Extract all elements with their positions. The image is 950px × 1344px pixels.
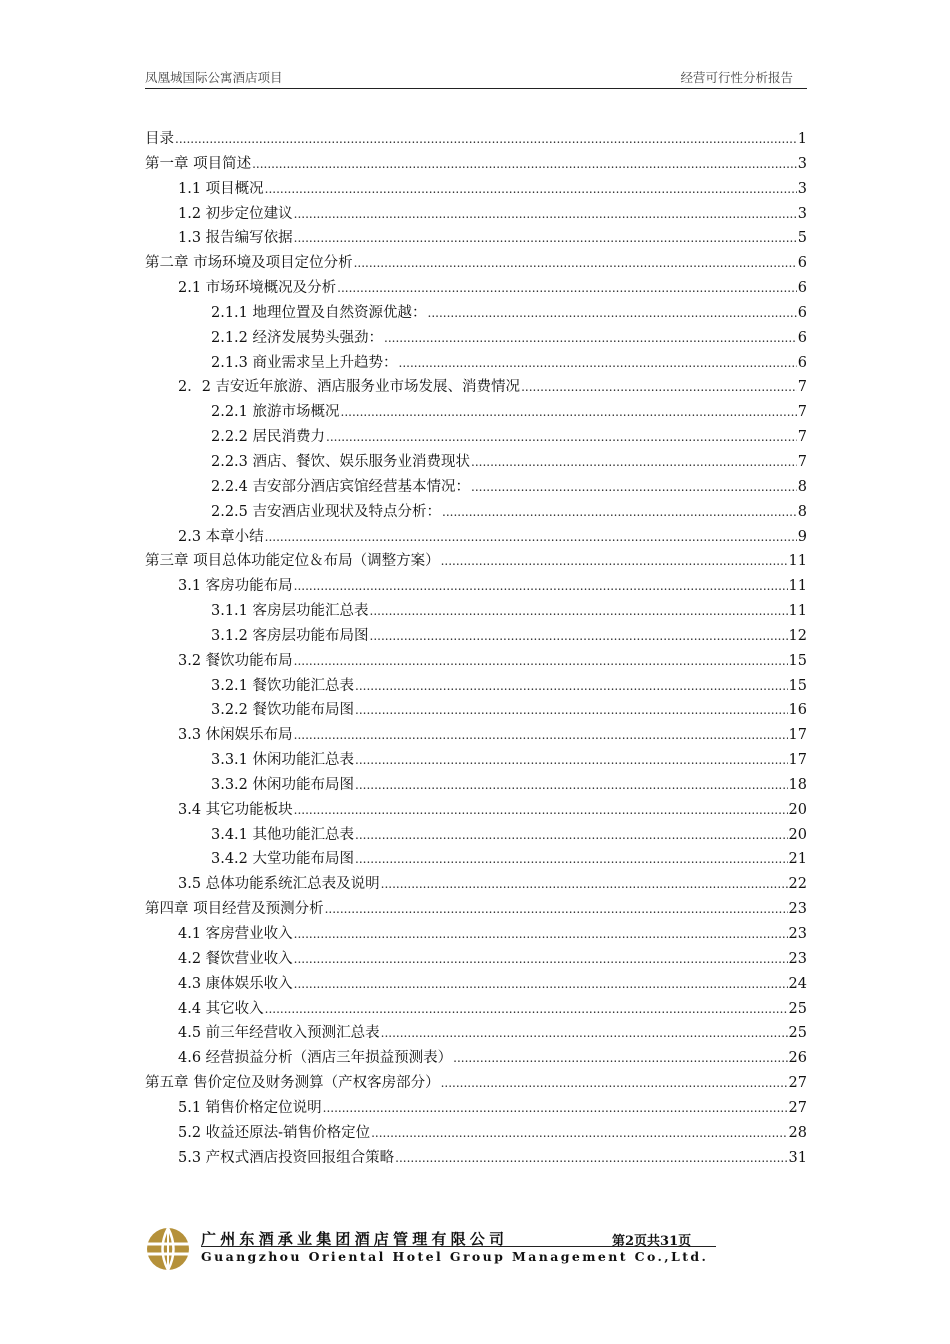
toc-entry-page: 3 [797, 180, 807, 197]
toc-entry-title: 4.2 餐饮营业收入 [178, 950, 293, 967]
toc-entry-title: 1.1 项目概况 [178, 180, 264, 197]
toc-entry-title: 3.2.1 餐饮功能汇总表 [211, 677, 355, 694]
toc-entry-title: 3.2.2 餐饮功能布局图 [211, 702, 355, 719]
toc-entry-title: 4.1 客房营业收入 [178, 926, 293, 942]
toc-dot-leader [294, 649, 788, 674]
toc-entry-title: 3.4.1 其他功能汇总表 [211, 826, 355, 843]
toc-entry-title: 2.2.3 酒店、餐饮、娱乐服务业消费现状 [211, 453, 471, 470]
toc-entry-page: 23 [788, 950, 807, 967]
toc-entry-page: 8 [797, 503, 807, 520]
toc-dot-leader [453, 1046, 787, 1071]
toc-entry-page: 22 [788, 876, 807, 893]
toc-entry-page: 6 [797, 304, 807, 321]
toc-entry-title: 2.1.1 地理位置及自然资源优越： [211, 304, 427, 321]
toc-dot-leader [399, 351, 797, 376]
toc-entry[interactable] [145, 997, 807, 1022]
toc-entry-page: 31 [788, 1149, 807, 1166]
toc-dot-leader [442, 500, 797, 525]
toc-dot-leader [471, 475, 797, 500]
toc-entry-page: 23 [788, 926, 807, 942]
toc-entry-title: 2．2 吉安近年旅游、酒店服务业市场发展、消费情况 [178, 379, 521, 396]
toc-dot-leader [323, 1096, 788, 1121]
toc-dot-leader [265, 997, 788, 1022]
page-footer [145, 1224, 807, 1284]
toc-entry-title: 4.5 前三年经营收入预测汇总表 [178, 1025, 380, 1042]
toc-entry-title: 2.2.1 旅游市场概况 [211, 404, 340, 421]
toc-dot-leader [441, 1071, 788, 1096]
toc-entry[interactable] [145, 549, 807, 574]
toc-entry-title: 5.2 收益还原法-销售价格定位 [178, 1124, 371, 1141]
toc-entry[interactable] [145, 674, 807, 699]
toc-entry[interactable] [145, 475, 807, 500]
toc-entry[interactable] [145, 127, 807, 152]
toc-entry-title: 2.2.4 吉安部分酒店宾馆经营基本情况： [211, 478, 471, 495]
toc-entry-page: 21 [788, 851, 807, 868]
toc-entry-page: 1 [797, 131, 807, 147]
toc-entry-page: 11 [788, 603, 807, 620]
toc-entry[interactable] [145, 922, 807, 947]
toc-entry-page: 7 [797, 404, 807, 421]
toc-entry-title: 第三章 项目总体功能定位＆布局（调整方案） [145, 553, 440, 570]
toc-entry[interactable] [145, 226, 807, 251]
toc-entry-title: 3.2 餐饮功能布局 [178, 652, 293, 669]
toc-entry-page: 6 [797, 329, 807, 346]
toc-entry[interactable] [145, 400, 807, 425]
toc-entry-page: 25 [788, 1025, 807, 1042]
toc-entry-title: 2.1.3 商业需求呈上升趋势： [211, 354, 398, 371]
toc-dot-leader [294, 947, 788, 972]
toc-entry-title: 第一章 项目简述 [145, 155, 252, 172]
toc-dot-leader [294, 798, 788, 823]
toc-entry[interactable] [145, 847, 807, 872]
toc-entry-title: 3.3 休闲娱乐布局 [178, 727, 293, 744]
toc-entry[interactable] [145, 202, 807, 227]
toc-dot-leader [326, 425, 797, 450]
toc-entry-page: 27 [788, 1075, 807, 1092]
toc-dot-leader [265, 525, 797, 550]
toc-entry-page: 6 [797, 354, 807, 371]
toc-entry[interactable] [145, 251, 807, 276]
toc-entry-page: 24 [788, 975, 807, 992]
toc-entry-title: 3.1.1 客房层功能汇总表 [211, 603, 369, 620]
toc-entry-page: 23 [788, 901, 807, 918]
toc-entry[interactable] [145, 500, 807, 525]
toc-entry-title: 2.1 市场环境概况及分析 [178, 280, 337, 297]
toc-entry-title: 2.2.2 居民消费力 [211, 429, 326, 446]
toc-entry[interactable] [145, 897, 807, 922]
toc-entry-page: 6 [797, 255, 807, 272]
toc-dot-leader [294, 226, 797, 251]
toc-entry[interactable] [145, 301, 807, 326]
toc-dot-leader [355, 748, 788, 773]
toc-entry[interactable] [145, 276, 807, 301]
toc-entry-page: 11 [788, 578, 807, 595]
toc-dot-leader [337, 276, 797, 301]
toc-entry[interactable] [145, 823, 807, 848]
toc-entry-page: 15 [788, 652, 807, 669]
table-of-contents [145, 127, 807, 1170]
toc-entry-page: 18 [788, 776, 807, 793]
toc-entry[interactable] [145, 698, 807, 723]
header-report-title: 经营可行性分析报告 [680, 70, 793, 85]
toc-entry-page: 15 [788, 677, 807, 694]
toc-entry-page: 17 [788, 727, 807, 744]
toc-dot-leader [265, 177, 797, 202]
toc-dot-leader [294, 574, 788, 599]
toc-dot-leader [294, 723, 788, 748]
toc-entry-title: 4.6 经营损益分析（酒店三年损益预测表） [178, 1050, 453, 1067]
toc-entry[interactable] [145, 326, 807, 351]
toc-entry-page: 28 [788, 1124, 807, 1141]
toc-entry-title: 4.3 康体娱乐收入 [178, 975, 293, 992]
toc-entry[interactable] [145, 152, 807, 177]
toc-dot-leader [471, 450, 797, 475]
toc-entry[interactable] [145, 1071, 807, 1096]
toc-dot-leader [355, 823, 788, 848]
toc-entry-page: 20 [788, 801, 807, 818]
page-number: 第2页共31页 [612, 1234, 692, 1249]
toc-dot-leader [294, 972, 788, 997]
toc-dot-leader [395, 1146, 787, 1171]
toc-entry[interactable] [145, 574, 807, 599]
toc-entry-title: 3.4 其它功能板块 [178, 801, 293, 818]
toc-dot-leader [384, 326, 797, 351]
toc-entry[interactable] [145, 798, 807, 823]
toc-entry-page: 9 [797, 528, 807, 545]
toc-entry[interactable] [145, 525, 807, 550]
toc-entry-page: 7 [797, 453, 807, 470]
toc-dot-leader [354, 251, 797, 276]
toc-entry[interactable] [145, 773, 807, 798]
page-header [145, 66, 807, 89]
toc-entry-page: 8 [797, 478, 807, 495]
toc-entry-title: 2.3 本章小结 [178, 528, 264, 545]
toc-entry-title: 3.1 客房功能布局 [178, 578, 293, 595]
toc-entry[interactable] [145, 947, 807, 972]
toc-entry-page: 11 [788, 553, 807, 570]
toc-dot-leader [370, 599, 788, 624]
toc-entry[interactable] [145, 450, 807, 475]
toc-entry-page: 25 [788, 1000, 807, 1017]
toc-dot-leader [294, 922, 788, 947]
toc-dot-leader [325, 897, 788, 922]
toc-entry-title: 2.2.5 吉安酒店业现状及特点分析： [211, 503, 442, 520]
toc-entry-page: 27 [788, 1099, 807, 1116]
globe-logo-icon [145, 1226, 191, 1272]
toc-entry-page: 26 [788, 1050, 807, 1067]
toc-entry[interactable] [145, 351, 807, 376]
toc-entry[interactable] [145, 972, 807, 997]
toc-entry-page: 12 [788, 627, 807, 644]
toc-entry-title: 3.1.2 客房层功能布局图 [211, 627, 369, 644]
toc-dot-leader [341, 400, 797, 425]
toc-entry[interactable] [145, 723, 807, 748]
toc-entry-title: 3.3.1 休闲功能汇总表 [211, 752, 355, 769]
toc-entry[interactable] [145, 624, 807, 649]
toc-dot-leader [441, 549, 788, 574]
toc-entry-title: 第四章 项目经营及预测分析 [145, 901, 324, 918]
company-name-en: Guangzhou Oriental Hotel Group Management Co.,Ltd. [201, 1249, 709, 1264]
toc-entry-page: 7 [797, 429, 807, 446]
toc-entry[interactable] [145, 748, 807, 773]
toc-entry-title: 第二章 市场环境及项目定位分析 [145, 255, 353, 272]
toc-entry[interactable] [145, 599, 807, 624]
toc-entry-title: 5.1 销售价格定位说明 [178, 1099, 322, 1116]
toc-entry-title: 3.5 总体功能系统汇总表及说明 [178, 876, 380, 893]
toc-entry[interactable] [145, 1021, 807, 1046]
toc-entry-title: 2.1.2 经济发展势头强劲： [211, 329, 384, 346]
toc-dot-leader [355, 847, 788, 872]
toc-dot-leader [521, 375, 797, 400]
toc-dot-leader [381, 872, 788, 897]
toc-dot-leader [381, 1021, 788, 1046]
toc-dot-leader [175, 127, 797, 152]
toc-dot-leader [252, 152, 797, 177]
toc-entry-page: 20 [788, 826, 807, 843]
toc-dot-leader [294, 202, 797, 227]
toc-entry-page: 3 [797, 205, 807, 222]
toc-entry-page: 6 [797, 280, 807, 297]
toc-entry[interactable] [145, 1121, 807, 1146]
toc-entry-page: 7 [797, 379, 807, 396]
toc-entry[interactable] [145, 177, 807, 202]
toc-entry-page: 5 [797, 230, 807, 247]
toc-entry-page: 3 [797, 155, 807, 172]
toc-entry[interactable] [145, 1046, 807, 1071]
toc-entry-title: 目录 [145, 131, 174, 147]
company-name-cn: 广州东酒承业集团酒店管理有限公司 [201, 1230, 509, 1248]
toc-dot-leader [370, 624, 788, 649]
toc-entry-page: 16 [788, 702, 807, 719]
toc-dot-leader [355, 698, 788, 723]
toc-entry[interactable] [145, 1096, 807, 1121]
toc-entry[interactable] [145, 872, 807, 897]
toc-entry[interactable] [145, 1146, 807, 1171]
toc-dot-leader [371, 1121, 787, 1146]
toc-entry-title: 5.3 产权式酒店投资回报组合策略 [178, 1149, 395, 1166]
toc-entry[interactable] [145, 375, 807, 400]
toc-entry-title: 3.3.2 休闲功能布局图 [211, 776, 355, 793]
toc-entry-title: 1.2 初步定位建议 [178, 205, 293, 222]
toc-entry[interactable] [145, 649, 807, 674]
toc-entry[interactable] [145, 425, 807, 450]
toc-entry-title: 第五章 售价定位及财务测算（产权客房部分） [145, 1075, 440, 1092]
toc-entry-title: 3.4.2 大堂功能布局图 [211, 851, 355, 868]
toc-dot-leader [428, 301, 797, 326]
header-project-title: 凤凰城国际公寓酒店项目 [145, 70, 283, 85]
toc-entry-page: 17 [788, 752, 807, 769]
toc-dot-leader [355, 773, 788, 798]
toc-entry-title: 1.3 报告编写依据 [178, 230, 293, 247]
toc-entry-title: 4.4 其它收入 [178, 1000, 264, 1017]
toc-dot-leader [355, 674, 788, 699]
